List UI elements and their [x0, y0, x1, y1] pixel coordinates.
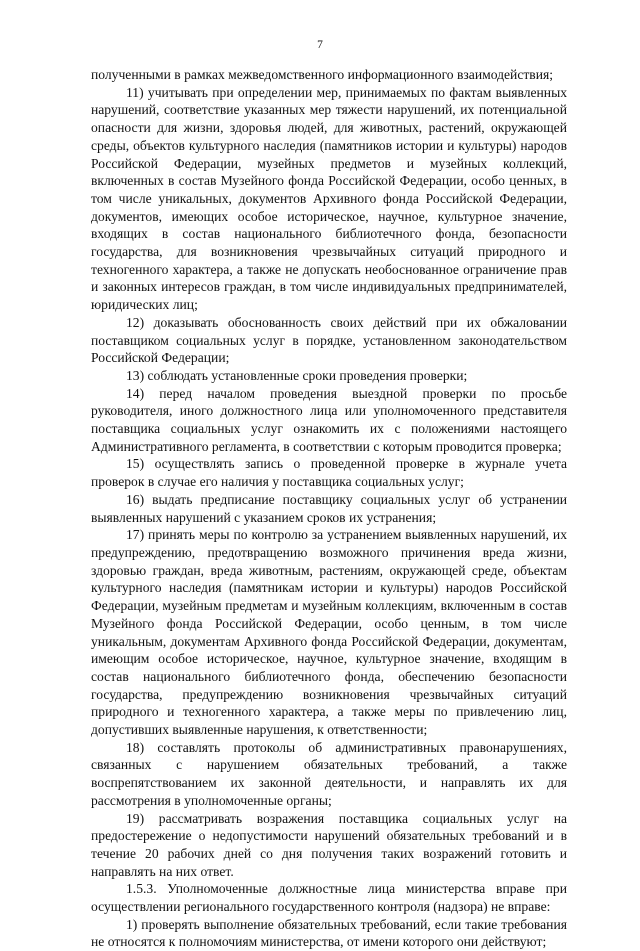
paragraph: 19) рассматривать возражения поставщика социальных услуг на предостережение о недопустимости нарушений обязательных требований и в течение 20 рабочих дней со дня получения таких возражений готовить и направлять на них ответ.: [91, 810, 567, 879]
paragraph: 1.5.3. Уполномоченные должностные лица министерства вправе при осуществлении регионального государственного контроля (надзора) не вправе:: [91, 881, 567, 915]
paragraph: 11) учитывать при определении мер, принимаемых по фактам выявленных нарушений, соответствие указанных мер тяжести нарушений, их потенциальной опасности для жизни, здоровья людей, для животных, растений, окружающей среды, объектов культурного наследия (памятников истории и культуры) народов Российской Федерации, музейных предметов и музейных коллекций, включенных в состав Музейного фонда Российской Федерации, особо ценных, в том числе уникальных, документов Архивного фонда Российской Федерации, документов, имеющих особое историческое, научное, культурное значение, входящих в состав национального библиотечного фонда, безопасности государства, для возникновения чрезвычайных ситуаций природного и техногенного характера, а также не допускать необоснованное ограничение прав и законных интересов граждан, в том числе индивидуальных предпринимателей, юридических лиц;: [91, 84, 567, 313]
paragraph: 12) доказывать обоснованность своих действий при их обжаловании поставщиком социальных услуг в порядке, установленном законодательством Российской Федерации;: [91, 314, 567, 366]
paragraph: полученными в рамках межведомственного информационного взаимодействия;: [91, 67, 554, 82]
paragraph: 13) соблюдать установленные сроки проведения проверки;: [126, 367, 468, 383]
paragraph: 17) принять меры по контролю за устранением выявленных нарушений, их предупреждению, предотвращению возможного причинения вреда жизни, здоровью граждан, вреда животным, растениям, окружающей среде, объектам культурного наследия (памятникам истории и культуры) народов Российской Федерации, музейным предметам и музейным коллекциям, включенным в состав Музейного фонда Российской Федерации, особо ценным, в том числе уникальным, документам Архивного фонда Российской Федерации, документам, имеющим особое историческое, научное, культурное значение, входящим в состав национального библиотечного фонда, обеспечению безопасности государства, предупреждению возникновения чрезвычайных ситуаций природного и техногенного характера, а также меры по привлечению лиц, допустивших выявленные нарушения, к ответственности;: [91, 527, 567, 738]
paragraph: 1) проверять выполнение обязательных требований, если такие требования не относятся к полномочиям министерства, от имени которого они действуют;: [91, 916, 567, 950]
paragraph: 15) осуществлять запись о проведенной проверке в журнале учета проверок в случае его наличия у поставщика социальных услуг;: [91, 456, 567, 490]
page-number: 7: [317, 39, 323, 51]
paragraph: 14) перед началом проведения выездной проверки по просьбе руководителя, иного должностного лица или уполномоченного представителя поставщика социальных услуг ознакомить их с положениями настоящего Административного регламента, в соответствии с которым проводится проверка;: [91, 385, 567, 454]
document-body: [91, 66, 567, 951]
paragraph: 18) составлять протоколы об административных правонарушениях, связанных с нарушением обязательных требований, а также воспрепятствованием их законной деятельности, и направлять их для рассмотрения в уполномоченные органы;: [91, 739, 567, 808]
paragraph: 16) выдать предписание поставщику социальных услуг об устранении выявленных нарушений с указанием сроков их устранения;: [91, 491, 567, 525]
